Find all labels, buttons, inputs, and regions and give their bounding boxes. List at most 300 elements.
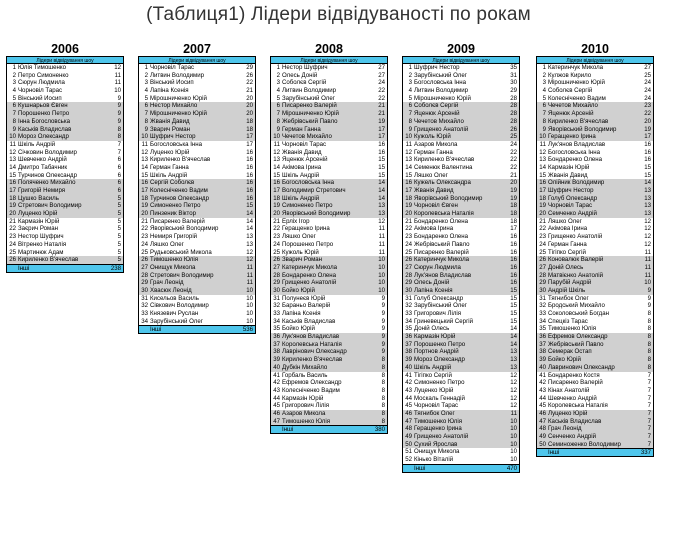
person-name: Лапіна Ксенія: [150, 87, 189, 95]
table-row: [537, 172, 653, 180]
visit-count: 22: [510, 148, 517, 156]
rank: 14: [141, 163, 148, 171]
visit-count: 11: [246, 271, 253, 279]
visit-count: 8: [381, 402, 385, 410]
table-row: [7, 202, 123, 210]
visit-count: 14: [644, 179, 651, 187]
rank: 23: [9, 233, 16, 241]
person-name: Князевич Руслан: [150, 310, 199, 317]
person-name: Жванія Давид: [150, 117, 190, 125]
rank: 9: [144, 125, 148, 133]
year-table-2009: [402, 42, 520, 473]
person-name: Порошенко Петро: [282, 240, 334, 248]
rank: 14: [405, 163, 412, 171]
rank: 50: [539, 440, 546, 448]
rank: 29: [273, 279, 280, 287]
person-name: Акімова Ірина: [548, 225, 588, 233]
table-row: [139, 241, 255, 249]
person-name: Ефремов Олександр: [282, 379, 342, 387]
rank: 40: [405, 363, 412, 371]
table-row: [403, 441, 519, 449]
person-name: Тягнибок Олег: [414, 409, 455, 417]
rank: 43: [405, 386, 412, 394]
person-name: Ляшко Олег: [150, 240, 184, 248]
person-name: Герман Ганна: [414, 148, 453, 156]
rank: 26: [539, 256, 546, 264]
rank: 31: [405, 294, 412, 302]
rank: 42: [273, 379, 280, 387]
visit-count: 9: [647, 294, 651, 302]
table-row: [139, 249, 255, 257]
visit-count: 8: [647, 333, 651, 341]
visit-count: 8: [647, 310, 651, 317]
visit-count: 14: [378, 179, 385, 187]
person-name: Григорій Немиря: [18, 187, 66, 194]
visit-count: 25: [644, 71, 651, 79]
person-name: Акімова Ірина: [282, 163, 322, 171]
rank: 9: [408, 125, 412, 133]
person-name: Каськів Владислав: [282, 317, 336, 325]
person-name: Жебрівський Павло: [282, 117, 338, 125]
person-name: Симоненко Петро: [282, 202, 333, 210]
person-name: Нестор Шуфрич: [282, 64, 328, 71]
visit-count: 19: [378, 117, 385, 125]
rank: 20: [539, 210, 546, 218]
visit-count: 8: [381, 379, 385, 387]
rank: 17: [141, 187, 148, 194]
person-name: Катеринчук Микола: [414, 256, 470, 264]
person-name: Сенченко Андрій: [548, 433, 597, 440]
visit-count: 8: [647, 363, 651, 371]
visit-count: 7: [117, 140, 121, 148]
table-row: [139, 64, 255, 72]
table-row: [139, 279, 255, 287]
table-row: [537, 187, 653, 195]
rank: 41: [539, 371, 546, 379]
person-name: Герман Ганна: [150, 163, 189, 171]
person-name: Дмитро Табачник: [18, 163, 68, 171]
visit-count: 7: [647, 394, 651, 402]
person-name: Королевська Наталія: [548, 402, 608, 410]
person-name: Вінський Йосип: [150, 79, 194, 87]
table-row: [271, 225, 387, 233]
person-name: Кармазін Юрій: [548, 163, 590, 171]
person-name: Стретович Володимир: [150, 271, 214, 279]
person-name: Колесніченко Вадим: [150, 187, 208, 194]
visit-count: 8: [381, 386, 385, 394]
rank: 9: [542, 125, 546, 133]
visit-count: 18: [510, 210, 517, 218]
rank: 8: [276, 117, 280, 125]
person-name: Стретович Володимир: [18, 202, 82, 210]
rank: 32: [405, 302, 412, 310]
person-name: Гриневецький Сергій: [414, 317, 474, 325]
rank: 39: [405, 356, 412, 364]
table-row: [139, 295, 255, 303]
person-name: Акімова Ірина: [414, 225, 454, 233]
rank: 46: [405, 409, 412, 417]
rank: 29: [405, 279, 412, 287]
visit-count: 18: [246, 117, 253, 125]
table-row: [7, 126, 123, 134]
table-row: [403, 279, 519, 287]
rank: 3: [276, 79, 280, 87]
person-name: Онищук Микола: [150, 263, 196, 271]
person-name: Голуб Олександр: [548, 194, 598, 202]
table-row: [7, 233, 123, 241]
rank: 32: [141, 302, 148, 310]
person-name: Соболєв Сергій: [414, 102, 459, 110]
table-row: [537, 210, 653, 218]
rank: 11: [141, 140, 148, 148]
visit-count: 8: [647, 325, 651, 333]
visit-count: 5: [117, 233, 121, 241]
rank: 15: [539, 171, 546, 179]
table-row: [403, 333, 519, 341]
person-name: Ляшко Олег: [282, 233, 316, 241]
rank: 39: [273, 356, 280, 364]
visit-count: 22: [510, 156, 517, 164]
rank: 24: [273, 240, 280, 248]
person-name: Шкіль Андрій: [414, 363, 452, 371]
visit-count: 10: [378, 263, 385, 271]
table-row: [537, 272, 653, 280]
person-name: Шкіль Андрій: [282, 171, 320, 179]
table-row: [537, 279, 653, 287]
person-name: Ляшко Олег: [548, 217, 582, 225]
visit-count: 26: [510, 125, 517, 133]
rank: 24: [405, 240, 412, 248]
rank: 8: [542, 117, 546, 125]
table-row: [537, 302, 653, 310]
person-name: Богословська Інна: [414, 79, 467, 87]
person-name: Рудьковський Микола: [150, 248, 212, 256]
table-row: [271, 164, 387, 172]
person-name: Луценко Юрій: [414, 386, 454, 394]
person-name: Петро Симоненко: [18, 71, 69, 79]
table-row: [139, 95, 255, 103]
rank: 1: [542, 64, 546, 71]
person-name: Мірошниченко Юрій: [282, 110, 339, 118]
visit-count: 16: [246, 163, 253, 171]
visit-count: 5: [117, 240, 121, 248]
rank: 41: [405, 371, 412, 379]
table-header: Лідери відвідування шоу: [7, 56, 123, 64]
year-table-2007: [138, 42, 256, 334]
person-name: Писаренко Валерій: [548, 379, 603, 387]
visit-count: 8: [381, 417, 385, 425]
table-row: [271, 202, 387, 210]
table-row: [537, 72, 653, 80]
rank: 38: [539, 348, 546, 356]
table-row: [537, 64, 653, 72]
rank: 11: [539, 140, 546, 148]
rank: 28: [539, 271, 546, 279]
rank: 51: [405, 448, 412, 456]
table-row: [271, 249, 387, 257]
person-name: Писаренко Валерій: [150, 217, 205, 225]
person-name: Писаренко Валерій: [414, 248, 469, 256]
rank: 31: [141, 294, 148, 302]
table-row: [7, 79, 123, 87]
rank: 23: [141, 233, 148, 241]
table-row: [403, 379, 519, 387]
table-row: [7, 95, 123, 103]
visit-count: 11: [378, 233, 385, 241]
visit-count: 10: [510, 456, 517, 464]
table-row: [403, 387, 519, 395]
visit-count: 9: [117, 110, 121, 118]
visit-count: 10: [510, 425, 517, 433]
table-row: [271, 410, 387, 418]
visit-count: 7: [117, 148, 121, 156]
table-row: [537, 79, 653, 87]
visit-count: 10: [114, 87, 121, 95]
table-row: [403, 295, 519, 303]
table-row: [537, 372, 653, 380]
rank: 3: [144, 79, 148, 87]
visit-count: 6: [117, 171, 121, 179]
rank: 43: [539, 386, 546, 394]
others-row: [403, 464, 519, 472]
rank: 33: [539, 310, 546, 317]
person-name: Зарубінський Олег: [414, 71, 467, 79]
visit-count: 22: [246, 79, 253, 87]
table-row: [139, 172, 255, 180]
table-row: [403, 364, 519, 372]
visit-count: 15: [510, 317, 517, 325]
table-row: [271, 341, 387, 349]
person-name: Мартинюк Адам: [18, 248, 64, 256]
table-row: [271, 295, 387, 303]
visit-count: 8: [647, 340, 651, 348]
table-row: [403, 249, 519, 257]
visit-count: 24: [378, 79, 385, 87]
table-row: [271, 372, 387, 380]
rank: 12: [405, 148, 412, 156]
year-heading: 2007: [183, 42, 211, 56]
visit-count: 8: [381, 371, 385, 379]
table-row: [537, 364, 653, 372]
others-row: [537, 448, 653, 456]
rank: 8: [12, 117, 16, 125]
rank: 2: [542, 71, 546, 79]
person-name: Мірошниченко Юрій: [548, 79, 605, 87]
visit-count: 16: [378, 140, 385, 148]
rank: 52: [405, 456, 412, 464]
visit-count: 9: [117, 117, 121, 125]
person-name: Ефремов Олександр: [548, 333, 608, 341]
table-row: [271, 379, 387, 387]
visit-count: 15: [510, 310, 517, 317]
person-name: Інна Богословська: [18, 117, 71, 125]
person-name: Вінський Йосип: [18, 94, 62, 102]
table-row: [139, 210, 255, 218]
rank: 1: [12, 64, 16, 71]
rank: 18: [539, 194, 546, 202]
table-row: [271, 149, 387, 157]
visit-count: 17: [378, 125, 385, 133]
person-name: Бондаренко Олена: [282, 271, 337, 279]
visit-count: 27: [644, 64, 651, 71]
table-row: [139, 233, 255, 241]
visit-count: 20: [246, 94, 253, 102]
person-name: Андрій Шкіль: [548, 286, 586, 294]
leaders-table: [6, 56, 124, 273]
rank: 47: [539, 417, 546, 425]
table-row: [403, 164, 519, 172]
table-row: [271, 272, 387, 280]
table-row: [271, 110, 387, 118]
table-row: [403, 210, 519, 218]
table-row: [271, 218, 387, 226]
visit-count: 26: [246, 71, 253, 79]
visit-count: 27: [378, 64, 385, 71]
table-row: [271, 95, 387, 103]
others-value: 238: [110, 264, 121, 272]
person-name: Чечетов Михайло: [282, 133, 332, 141]
visit-count: 5: [117, 217, 121, 225]
visit-count: 10: [644, 279, 651, 287]
table-row: [271, 87, 387, 95]
person-name: Шуфрич Нестор: [150, 133, 196, 141]
person-name: Азаров Микола: [282, 409, 326, 417]
rank: 18: [9, 194, 16, 202]
rank: 4: [144, 87, 148, 95]
table-row: [403, 448, 519, 456]
person-name: Чорновіл Тарас: [548, 202, 593, 210]
rank: 34: [273, 317, 280, 325]
person-name: Полунеєв Юрій: [282, 294, 326, 302]
person-name: Коновалюк Валерій: [548, 256, 604, 264]
visit-count: 14: [246, 225, 253, 233]
table-row: [7, 241, 123, 249]
visit-count: 25: [510, 133, 517, 141]
rank: 38: [273, 348, 280, 356]
visit-count: 24: [644, 79, 651, 87]
rank: 3: [408, 79, 412, 87]
table-row: [403, 318, 519, 326]
rank: 47: [405, 417, 412, 425]
person-name: Сюрун Людмила: [18, 79, 65, 87]
visit-count: 12: [510, 402, 517, 410]
table-row: [7, 225, 123, 233]
table-row: [537, 325, 653, 333]
person-name: Яворівський Володимир: [548, 125, 617, 133]
visit-count: 12: [644, 240, 651, 248]
visit-count: 13: [378, 210, 385, 218]
rank: 28: [405, 271, 412, 279]
table-row: [403, 102, 519, 110]
visit-count: 12: [510, 379, 517, 387]
table-row: [537, 118, 653, 126]
person-name: Чорновіл Євген: [414, 202, 458, 210]
visit-count: 15: [644, 171, 651, 179]
table-row: [7, 156, 123, 164]
table-row: [403, 402, 519, 410]
visit-count: 8: [647, 356, 651, 364]
visit-count: 10: [510, 440, 517, 448]
visit-count: 29: [510, 87, 517, 95]
year-table-2010: [536, 42, 654, 457]
visit-count: 5: [117, 202, 121, 210]
rank: 16: [141, 179, 148, 187]
rank: 12: [9, 148, 16, 156]
visit-count: 5: [117, 256, 121, 264]
table-row: [271, 64, 387, 72]
table-header: Лідери відвідування шоу: [403, 56, 519, 64]
table-row: [271, 302, 387, 310]
visit-count: 9: [381, 310, 385, 317]
person-name: Нестор Михайло: [150, 102, 198, 110]
person-name: Колесніченко Вадим: [548, 94, 606, 102]
person-name: Юлія Тимошенко: [18, 64, 66, 71]
rank: 15: [405, 171, 412, 179]
table-row: [537, 356, 653, 364]
person-name: Мірошниченко Юрій: [150, 94, 207, 102]
rank: 10: [405, 133, 412, 141]
table-row: [537, 126, 653, 134]
visit-count: 7: [647, 433, 651, 440]
table-row: [537, 202, 653, 210]
table-row: [139, 202, 255, 210]
rank: 15: [273, 171, 280, 179]
rank: 32: [539, 302, 546, 310]
visit-count: 9: [381, 317, 385, 325]
visit-count: 8: [647, 348, 651, 356]
person-name: Кужоль Юрій: [282, 248, 319, 256]
table-row: [403, 202, 519, 210]
rank: 6: [542, 102, 546, 110]
person-name: Литвин Володимир: [282, 87, 337, 95]
table-row: [403, 256, 519, 264]
table-row: [537, 433, 653, 441]
visit-count: 6: [117, 187, 121, 194]
table-row: [403, 418, 519, 426]
person-name: Тимошенко Юлія: [414, 417, 462, 425]
rank: 45: [539, 402, 546, 410]
visit-count: 12: [510, 371, 517, 379]
rank: 46: [273, 409, 280, 417]
rank: 20: [405, 210, 412, 218]
table-row: [537, 133, 653, 141]
visit-count: 31: [510, 71, 517, 79]
person-name: Григорович Лілія: [282, 402, 330, 410]
table-row: [7, 164, 123, 172]
person-name: Портнов Андрій: [414, 348, 459, 356]
person-name: Лавринович Олександр: [548, 363, 615, 371]
table-row: [271, 348, 387, 356]
person-name: Чорновіл Тарас: [282, 140, 327, 148]
visit-count: 16: [246, 179, 253, 187]
table-row: [7, 210, 123, 218]
table-row: [271, 402, 387, 410]
visit-count: 17: [378, 133, 385, 141]
table-row: [139, 164, 255, 172]
rank: 37: [539, 340, 546, 348]
table-row: [537, 149, 653, 157]
table-row: [139, 310, 255, 318]
visit-count: 10: [246, 294, 253, 302]
rank: 40: [273, 363, 280, 371]
table-row: [271, 126, 387, 134]
rank: 12: [141, 148, 148, 156]
person-name: Мірошниченко Юрій: [414, 94, 471, 102]
person-name: Семиноженко Володимир: [548, 440, 621, 448]
visit-count: 16: [378, 148, 385, 156]
rank: 43: [273, 386, 280, 394]
visit-count: 12: [114, 64, 121, 71]
